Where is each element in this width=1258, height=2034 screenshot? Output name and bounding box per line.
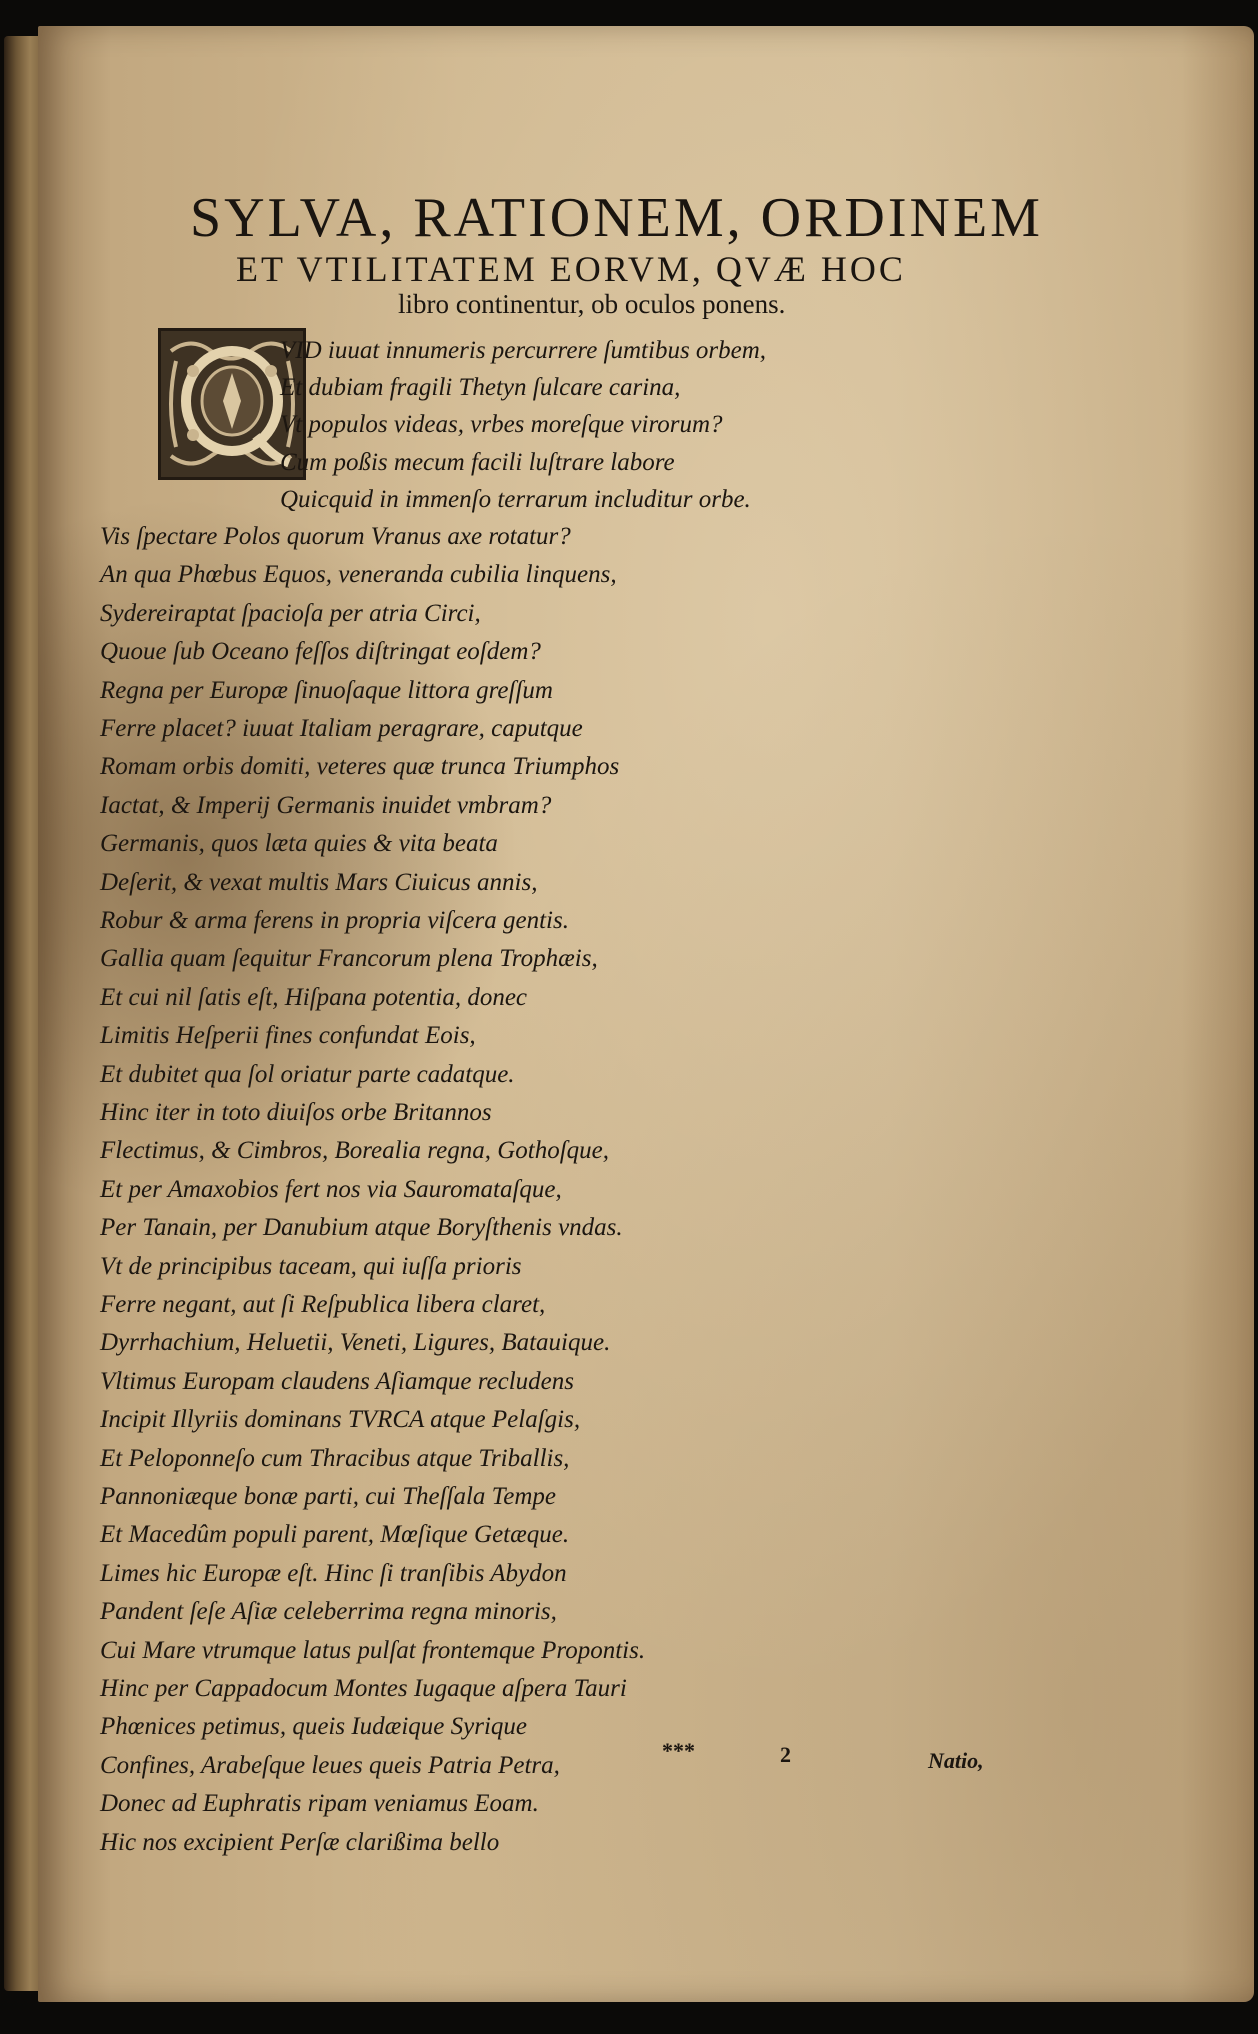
verse-line: Iactat, & Imperij Germanis inuidet vmbram?: [100, 791, 552, 819]
verse-line: Deſerit, & vexat multis Mars Ciuicus annis,: [100, 868, 538, 896]
verse-line: Et per Amaxobios fert nos via Sauromataſque,: [100, 1175, 562, 1203]
signature-number: 2: [780, 1742, 791, 1767]
signature-mark: ***: [662, 1738, 695, 1763]
verse-line: Donec ad Euphratis ripam veniamus Eoam.: [100, 1790, 539, 1818]
heading-line-1: SYLVA, RATIONEM, ORDINEM: [190, 187, 1043, 249]
verse-line: Confines, Arabeſque leues queis Patria Petra,: [100, 1751, 560, 1779]
verse-line: Hic nos excipient Perſæ clarißima bello: [100, 1828, 500, 1856]
verse-line: Et Macedûm populi parent, Mœſique Getæque.: [100, 1521, 570, 1549]
verse-line: Et Peloponneſo cum Thracibus atque Triballis,: [100, 1444, 570, 1472]
verse-line: Flectimus, & Cimbros, Borealia regna, Gothoſque,: [100, 1137, 609, 1165]
verse-line: Gallia quam ſequitur Francorum plena Trophæis,: [100, 945, 598, 973]
verse-line: Vis ſpectare Polos quorum Vranus axe rotatur?: [100, 523, 571, 550]
verse-line: Pannoniæque bonæ parti, cui Theſſala Tempe: [100, 1483, 557, 1510]
verse-line: An qua Phœbus Equos, veneranda cubilia linquens,: [100, 561, 617, 589]
verse-line: Quoue ſub Oceano feſſos diſtringat eoſdem?: [100, 638, 541, 666]
verse-line: Germanis, quos læta quies & vita beata: [100, 830, 498, 858]
verse-line: Limitis Heſperii fines confundat Eois,: [100, 1022, 476, 1050]
catchword: Natio,: [928, 1748, 984, 1773]
verse-line: Vt populos videas, vrbes moreſque virorum?: [280, 411, 723, 438]
verse-line: Et dubiam fragili Thetyn ſulcare carina,: [280, 374, 681, 401]
heading-line-3: libro continentur, ob oculos ponens.: [398, 289, 786, 319]
verse-line: Phœnices petimus, queis Iudæique Syrique: [100, 1713, 528, 1741]
verse-line: VID iuuat innumeris percurrere ſumtibus orbem,: [280, 337, 767, 364]
verse-line: Et cui nil ſatis eſt, Hiſpana potentia, donec: [100, 983, 528, 1011]
verse-text: [38, 26, 1254, 2002]
verse-line: Quicquid in immenſo terrarum includitur orbe.: [280, 486, 751, 513]
verse-line: Et dubitet qua ſol oriatur parte cadatque.: [100, 1060, 515, 1088]
verse-line: Ferre placet? iuuat Italiam peragrare, caputque: [100, 715, 583, 742]
verse-line: Robur & arma ferens in propria viſcera gentis.: [100, 907, 569, 934]
verse-line: Regna per Europæ ſinuoſaque littora greſſum: [100, 676, 553, 704]
verse-line: Vltimus Europam claudens Aſiamque recludens: [100, 1367, 575, 1395]
verse-line: Hinc per Cappadocum Montes Iugaque aſpera Tauri: [100, 1675, 627, 1702]
book-page: [38, 26, 1254, 2002]
verse-line: Romam orbis domiti, veteres quæ trunca Triumphos: [100, 753, 620, 781]
verse-line: Hinc iter in toto diuiſos orbe Britannos: [100, 1099, 492, 1126]
verse-line: Ferre negant, aut ſi Reſpublica libera claret,: [100, 1291, 546, 1318]
verse-line: Dyrrhachium, Heluetii, Veneti, Ligures, Batauique.: [100, 1329, 611, 1357]
verse-line: Cum poßis mecum facili luſtrare labore: [280, 449, 675, 476]
heading-line-2: ET VTILITATEM EORVM, QVÆ HOC: [236, 249, 906, 289]
verse-line: Vt de principibus taceam, qui iuſſa prioris: [100, 1252, 522, 1280]
verse-line: Incipit Illyriis dominans TVRCA atque Pelaſgis,: [100, 1406, 581, 1434]
verse-line: Sydereiraptat ſpacioſa per atria Circi,: [100, 599, 481, 627]
verse-line: Cui Mare vtrumque latus pulſat frontemque Propontis.: [100, 1636, 646, 1664]
verse-line: Limes hic Europæ eſt. Hinc ſi tranſibis Abydon: [100, 1559, 567, 1587]
verse-line: Per Tanain, per Danubium atque Boryſthenis vndas.: [100, 1214, 623, 1242]
verse-line: Pandent ſeſe Aſiæ celeberrima regna minoris,: [100, 1598, 557, 1626]
